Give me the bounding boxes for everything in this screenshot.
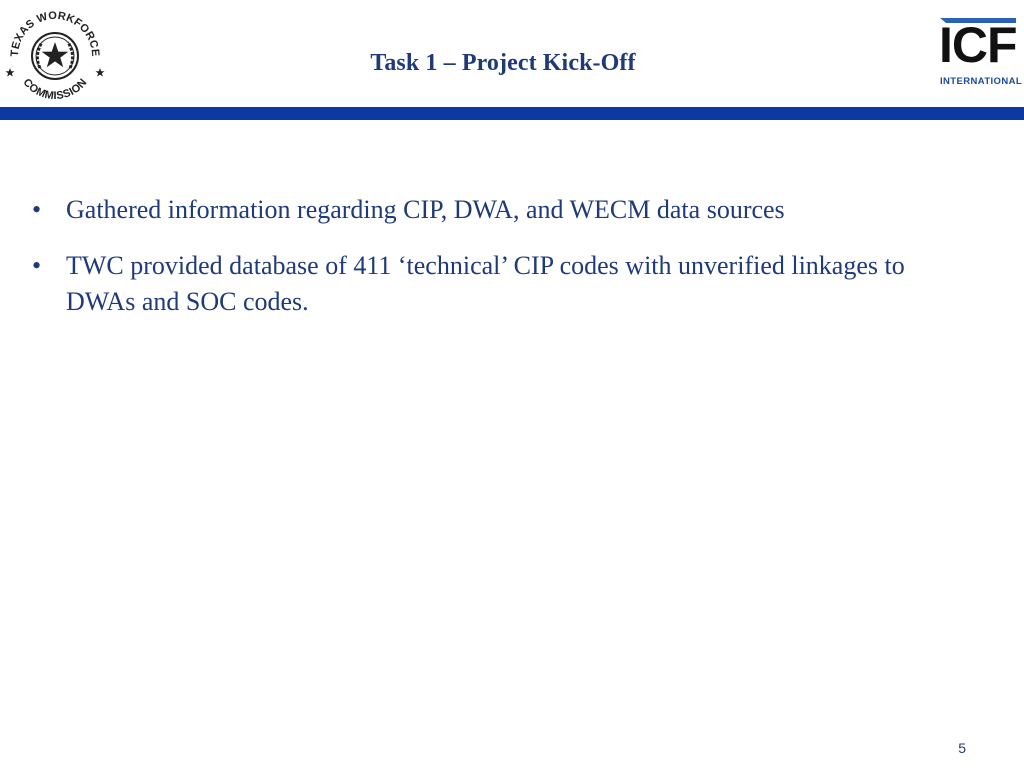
page-title: Task 1 – Project Kick-Off [370,50,636,76]
icf-logo-subtitle: INTERNATIONAL [940,76,1023,87]
bullet-marker: • [32,195,42,224]
bullet-list [30,192,930,340]
list-item [30,192,930,228]
bullet-text: Gathered information regarding CIP, DWA, and WECM data sources [66,195,785,224]
seal-text-bottom: COMMISSION [20,76,90,103]
icf-international-logo [936,17,1023,90]
list-item [30,248,930,320]
icf-logo-word: ICF [939,17,1017,73]
header-band [0,107,1024,120]
page-number: 5 [958,740,966,756]
bullet-text: TWC provided database of 411 ‘technical’ CIP codes with unverified linkages to DWAs and SOC codes. [66,251,905,316]
bullet-marker: • [32,251,42,280]
seal-text-top: TEXAS WORKFORCE [8,9,102,58]
